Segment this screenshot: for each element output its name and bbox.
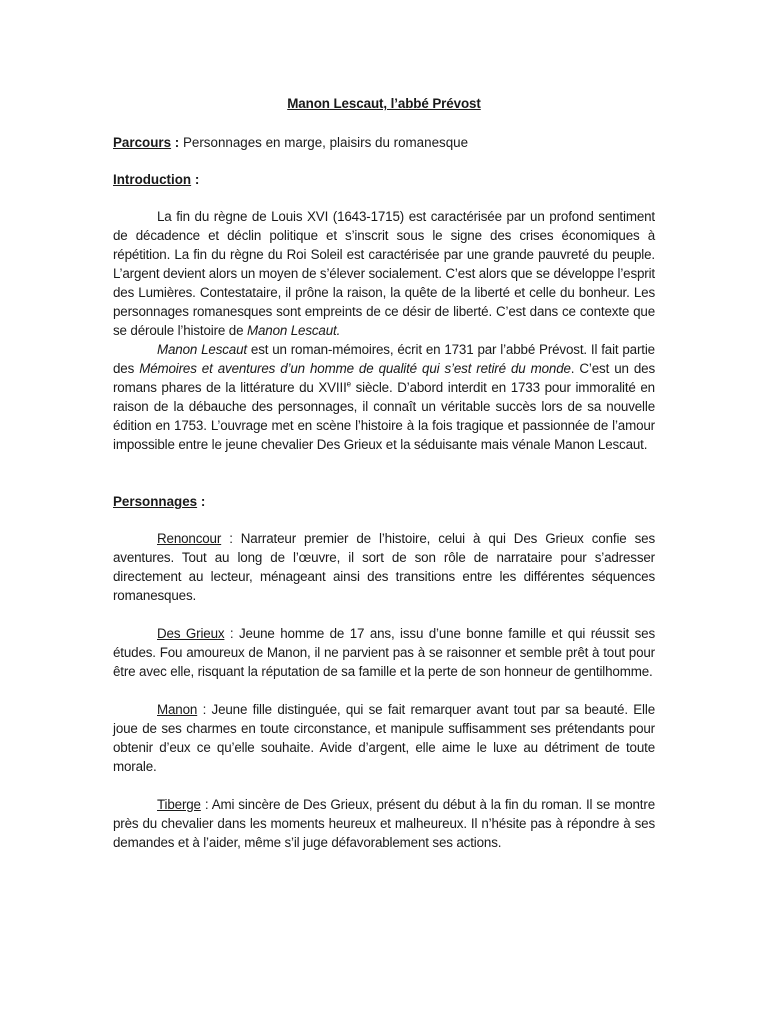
intro-p1-text: La fin du règne de Louis XVI (1643-1715) est caractérisée par un profond sentiment de décadence et déclin politique et s’inscrit sous le signe des crises économiques à répétition. La fin du règne du Roi Soleil est caractérisée par une grande pauvreté du peuple. L’argent devient alors un moyen de s’élever socialement. C’est alors que se développe l’esprit des Lumières. Contestataire, il prône la raison, la quête de la liberté et celle du bonheur. Les personnages romanesques sont empreints de ce désir de liberté. C’est dans ce contexte que se déroule l’histoire de <box>113 209 655 338</box>
intro-p2-italic-start: Manon Lescaut <box>157 342 247 357</box>
spacer <box>113 454 655 492</box>
intro-p2-sup: e <box>346 379 351 389</box>
character-description: : Ami sincère de Des Grieux, présent du début à la fin du roman. Il se montre près du chevalier dans les moments heureux et malheureux. Il n’hésite pas à répondre à ses demandes et à l’aider, même s’il juge défavorablement ses actions. <box>113 797 655 850</box>
personnages-heading <box>113 492 655 511</box>
character-name: Tiberge <box>157 797 201 812</box>
character-description: : Jeune homme de 17 ans, issu d’une bonne famille et qui réussit ses études. Fou amoureux de Manon, il ne parvient pas à se raisonner et semble prêt à tout pour être avec elle, risquant la réputation de sa famille et la perte de son honneur de gentilhomme. <box>113 626 655 679</box>
character-name: Renoncour <box>157 531 222 546</box>
intro-p2-text-c: siècle. D’abord interdit en 1733 pour immoralité en raison de la débauche des personnages, il connaît un véritable succès lors de sa nouvelle édition en 1753. L’ouvrage met en scène l’histoire à la fois tragique et passionnée de l’amour impossible entre le jeune chevalier Des Grieux et la séduisante mais vénale Manon Lescaut. <box>113 380 655 452</box>
parcours-text: Personnages en marge, plaisirs du romanesque <box>182 135 469 150</box>
intro-p2-italic-mid: Mémoires et aventures d’un homme de qualité qui s’est retiré du monde <box>139 361 571 376</box>
intro-p1-italic: Manon Lescaut. <box>246 323 341 338</box>
spacer <box>113 776 655 795</box>
introduction-heading <box>113 170 655 189</box>
spacer <box>113 681 655 700</box>
character-manon <box>113 700 655 776</box>
parcours-separator: : <box>171 135 183 150</box>
document-title: Manon Lescaut, l’abbé Prévost <box>287 96 481 111</box>
character-renoncour <box>113 529 655 605</box>
character-name: Manon <box>157 702 198 717</box>
spacer <box>113 605 655 624</box>
introduction-paragraph-2 <box>113 340 655 454</box>
character-description: : Narrateur premier de l’histoire, celui à qui Des Grieux confie ses aventures. Tout au long de l’œuvre, il sort de son rôle de narrataire pour s’adresser directement au lecteur, ménageant ainsi des transitions entre les différentes séquences romanesques. <box>113 531 655 603</box>
introduction-label: Introduction <box>113 172 192 187</box>
parcours-line <box>113 133 655 152</box>
character-des-grieux <box>113 624 655 681</box>
introduction-separator: : <box>191 172 200 187</box>
intro-p2-text-a: est un roman-mémoires, écrit en 1731 par l’abbé Prévost. Il fait partie des <box>113 342 655 376</box>
character-description: : Jeune fille distinguée, qui se fait remarquer avant tout par sa beauté. Elle joue de ses charmes en toute circonstance, et manipule suffisamment ses prétendants pour obtenir d’eux ce qu’elle souhaite. Avide d’argent, elle aime le luxe au détriment de toute morale. <box>113 702 655 774</box>
character-tiberge <box>113 795 655 852</box>
personnages-separator: : <box>197 494 206 509</box>
character-name: Des Grieux <box>157 626 225 641</box>
intro-p2-text-b: . C’est un des romans phares de la littérature du XVIII <box>113 361 655 395</box>
parcours-label: Parcours <box>113 135 172 150</box>
personnages-label: Personnages <box>113 494 198 509</box>
document-body <box>113 94 655 852</box>
introduction-paragraph-1 <box>113 207 655 340</box>
